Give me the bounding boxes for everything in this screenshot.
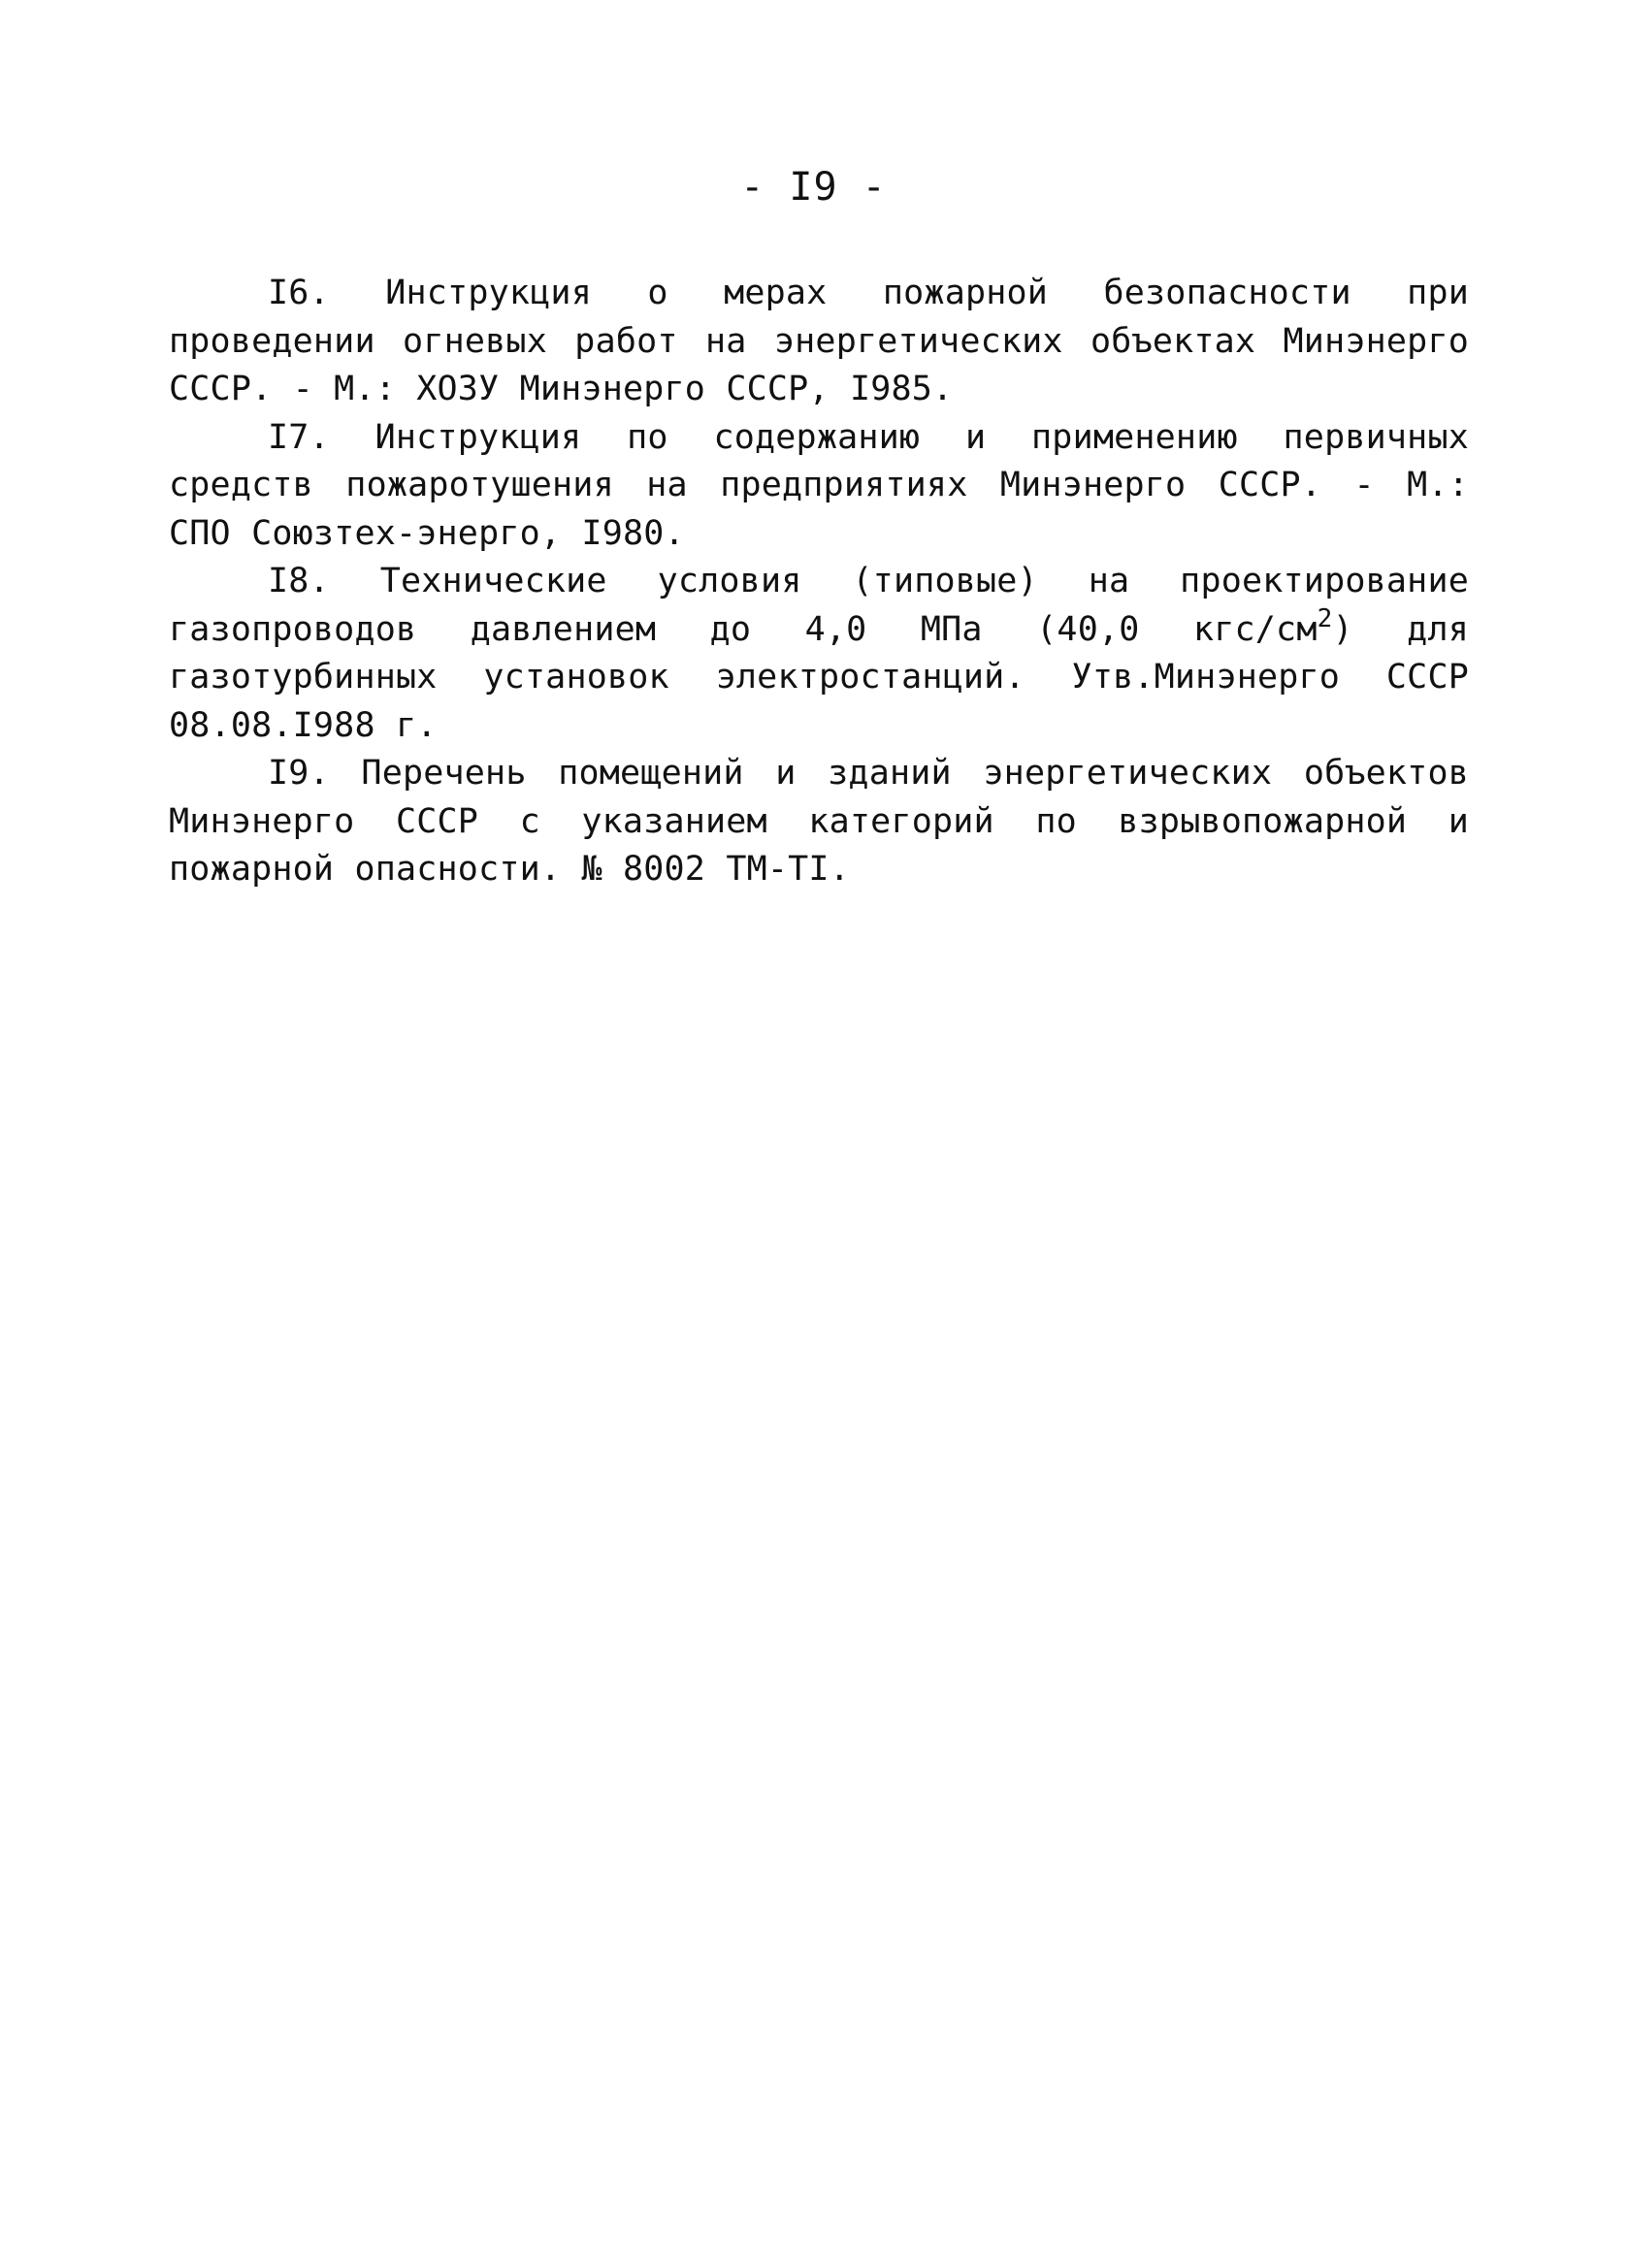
reference-item-17-text: I7. Инструкция по содержанию и применению первичных средств пожаротушения на предприятиях Минэнерго СССР. - М.: СПО Союзтех-энерго, I980. <box>169 417 1469 553</box>
reference-item-17 <box>169 414 1469 559</box>
reference-item-16-text: I6. Инструкция о мерах пожарной безопасности при проведении огневых работ на энергетических объектах Минэнерго СССР. - М.: ХОЗУ Минэнерго СССР, I985. <box>169 274 1469 408</box>
reference-item-18 <box>169 558 1469 750</box>
reference-item-16 <box>169 270 1469 414</box>
reference-item-18-superscript: 2 <box>1317 603 1333 633</box>
reference-list <box>169 270 1469 894</box>
reference-item-19 <box>169 750 1469 894</box>
reference-item-19-text: I9. Перечень помещений и зданий энергетических объектов Минэнерго СССР с указанием категорий по взрывопожарной и пожарной опасности. № 8002 ТМ-ТI. <box>169 754 1469 889</box>
page-number: - I9 - <box>740 165 887 210</box>
reference-item-18-text-before: I8. Технические условия (типовые) на проектирование газопроводов давлением до 4,0 МПа (40,0 кгс/см <box>169 562 1469 649</box>
reference-item-18-text-after: ) для газотурбинных установок электростанций. Утв.Минэнерго СССР 08.08.I988 г. <box>169 609 1469 745</box>
